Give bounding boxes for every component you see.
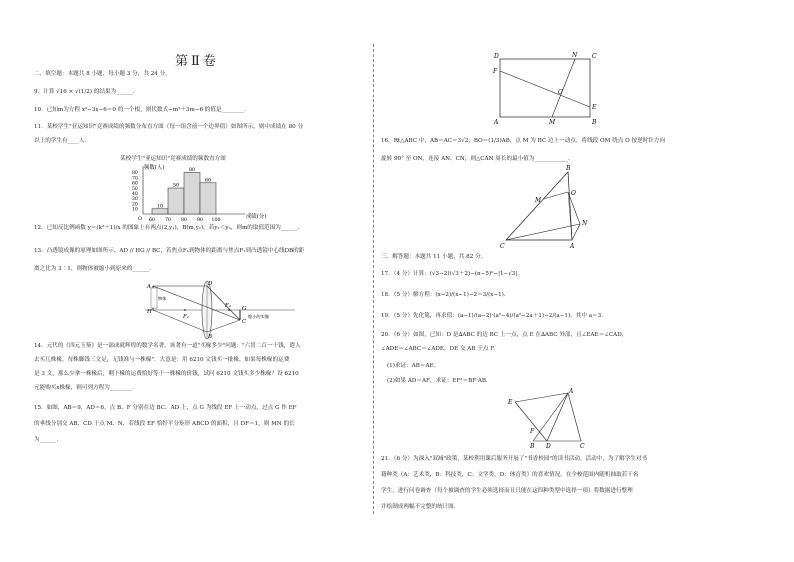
histogram-xtick: 90 [196,218,204,223]
rect-label-a: A [494,119,499,126]
question-21-line4: 并绘制成两幅不完整的统计图. [381,504,456,510]
lens-label-h: H [147,309,152,315]
question-15-line3: 为______. [34,437,59,443]
tri16-label-o: O [571,190,576,197]
question-20-line1: 20．（6 分）如图，已知：D 是∆ABC 的边 BC 上一点，点 E 在∆ABC 外部，且∠EAE＝∠CAD， [381,332,628,338]
question-16-line1: 16．Rt△ABC 中，AB＝AC＝3√2，BO＝(1/3)AB，点 M 为 BC 边上一动点，将线段 OM 绕点 O 按逆时针方向 [381,138,666,144]
lens-label-d: D [208,281,213,287]
tri16-label-n: N [582,220,588,227]
histogram-ytick: 50 [132,186,138,192]
tri16-label-a: A [570,243,575,250]
question-9: 9．计算 √16 × √(1/2) 的结果为______. [34,89,135,95]
question-19: 19．（5 分）先化简，再求值：(a−1)/(a−2)·(a²−4)/(a²−2a＋1)−2/(a−1)，其中 a＝3. [381,313,603,319]
rect-label-f: F [493,68,498,75]
tri20-label-e: E [508,399,513,406]
histogram-bar [168,188,184,214]
histogram-xtick: 80 [180,218,188,223]
histogram-ytick: 20 [132,202,138,208]
lens-label-g: G [242,306,247,312]
histogram-ytick: 30 [132,197,138,203]
question-15-line1: 15．如图，AB＝9，AD＝6，点 B、F 分别在边 BC、AD 上，点 G 为线段 EF 上一动点，过点 G 作 EF [34,405,297,411]
question-15-line2: 的垂线分别交 AB、CD 于点 M、N，若线段 EF 恰好平分矩形 ABCD 的面积，且 DF＝1，则 MN 的长 [34,421,295,427]
rect-label-c: C [592,53,597,60]
lens-label-f2: F₂ [225,303,232,309]
question-11-line2: 以上的学生有____人. [34,138,87,144]
rect-label-d: D [494,53,499,60]
histogram-ytick: 60 [132,181,138,187]
lens-label-image: 缩小的实像 [248,314,269,319]
page-title: 第Ⅱ卷 [175,54,219,69]
question-12: 12．已知反比例函数 y＝(k²＋1)/x 的图象上有两点(2,y₁)，B(m,y₂)，若y₁＜y₂，则m的取值范围为______. [34,225,300,231]
rect-label-m: M [549,119,556,126]
lens-label-f1: F₁ [183,314,190,320]
tri16-label-c: C [500,243,505,250]
rect-label-g: G [558,89,563,96]
lens-label-a: A [147,284,151,290]
section-3-heading: 三、解答题：本题共 11 小题，共 82 分。 [381,254,487,260]
question-21-line2: 籍种类（A：艺术类，B：科技类，C：文学类，D：体育类）的喜欢情况，在全校范围内随机抽取若干名 [381,472,639,478]
question-10: 10．已知m为方程 x²−3x−6＝0 的一个根，则代数式−m²＋3m−6 的值是________. [34,107,246,113]
triangle-16-diagram [498,162,598,250]
histogram-xtick: 60 [148,218,156,223]
histogram-bar [184,172,200,214]
question-14-line2: 去买几株椽，每株脚钱三文足，无钱准与一株椽"．大意是：用 6210 文钱买一批椽，如果每株椽的运费 [34,357,290,363]
histogram-ytick: 40 [132,192,138,197]
question-14-line4: 元能购买x株椽，则可列方程为________. [34,385,135,391]
tri16-label-m: M [535,197,542,204]
rect-label-n: N [572,52,578,59]
histogram-chart [130,162,280,224]
question-11-line1: 11．某校学生"亚运知识"竞赛成绩的频数分布直方图（每一组含前一个边界值）如图所示，则中成绩在 80 分 [34,124,304,130]
histogram-xlabel: 成绩(分) [246,214,267,220]
question-13-line1: 13．凸透镜成像的原理如图所示，AD // HG // BC，若焦点F₁到物体的距离与焦点F₁到凸透镜中心线DB的距 [34,248,305,254]
lens-diagram [145,280,295,340]
histogram-ytick: 10 [132,207,138,213]
histogram-bar-label: 10 [156,203,164,210]
histogram-bar-label: 50 [172,182,180,189]
tri20-label-d: D [546,443,551,449]
histogram-origin: O [138,216,143,222]
question-18: 18．（5 分）解方程：(x−2)/(x−1)−2＝3/(x−1). [381,292,506,298]
question-20-line2: ∠ADE＝∠ABC＝∠ADE，DE 交 AB 于点 F. [381,346,495,352]
rect-label-e: E [592,104,597,111]
question-20-part1: (1)求证：AB＝AE； [387,363,440,369]
histogram-bar [152,209,168,214]
question-20-part2: (2)如果 AD＝AF，求证：EF²＝BF·AB. [387,378,488,384]
histogram-bar-label: 80 [188,166,196,173]
rect-label-b: B [592,119,597,126]
histogram-ylabel: 频数(人) [144,165,165,171]
tri16-label-b: B [566,165,571,172]
rectangle-diagram [488,50,604,126]
histogram-xtick: 70 [164,218,172,223]
question-21-line1: 21．（6 分）为深入"双减"政策，某校利用课后服务开展了"书香校园"的读书活动，活动中，为了解学生对书 [381,456,648,462]
histogram-title: 某校学生"亚运知识"竞赛成绩的频数直方图 [120,156,226,162]
question-14-line1: 14．元代的《四元玉鉴》是一部成就辉煌的数学名著，该著有一道"买椽多少"问题："六贯二百一十钱，遣人 [34,343,301,349]
section-2-heading: 二、填空题：本题共 8 小题，每小题 3 分，共 24 分。 [34,71,171,77]
column-divider [373,44,374,514]
tri20-label-a: A [569,388,574,395]
tri20-label-c: C [580,443,585,449]
triangle-20-diagram [505,387,597,449]
question-21-line3: 学生，进行问卷调查（每个被调查的学生必须选择而且只能在这四种类型中选择一项）将数据进行整理 [381,488,633,494]
tri20-label-f: F [530,428,535,435]
question-17: 17．（4 分）计算：(√3−2)(√3＋2)−(π−5)⁰−|1−√3|. [381,271,520,277]
histogram-ytick: 80 [132,171,138,177]
lens-label-object: 物体 [158,296,167,301]
histogram-bar [200,183,216,214]
histogram-ytick: 70 [132,176,138,182]
question-16-line2: 旋转 90° 至 ON，连接 AN、CN，则△CAN 周长的最小值为____________. [381,156,570,162]
histogram-bar-label: 60 [204,177,212,184]
histogram-xtick: 100 [211,218,221,223]
lens-label-c: C [242,319,247,325]
lens-label-b: B [208,334,213,340]
tri20-label-b: B [530,443,535,449]
question-13-line2: 离之比为 3∶1，则物体被缩小到原来的______. [34,266,151,272]
question-14-line3: 是 3 文，那么少拿一株椽后，剩下椽的运费恰好等于一株椽的价钱，试问 6210 文钱买多少株椽？设 6210 [34,371,299,377]
